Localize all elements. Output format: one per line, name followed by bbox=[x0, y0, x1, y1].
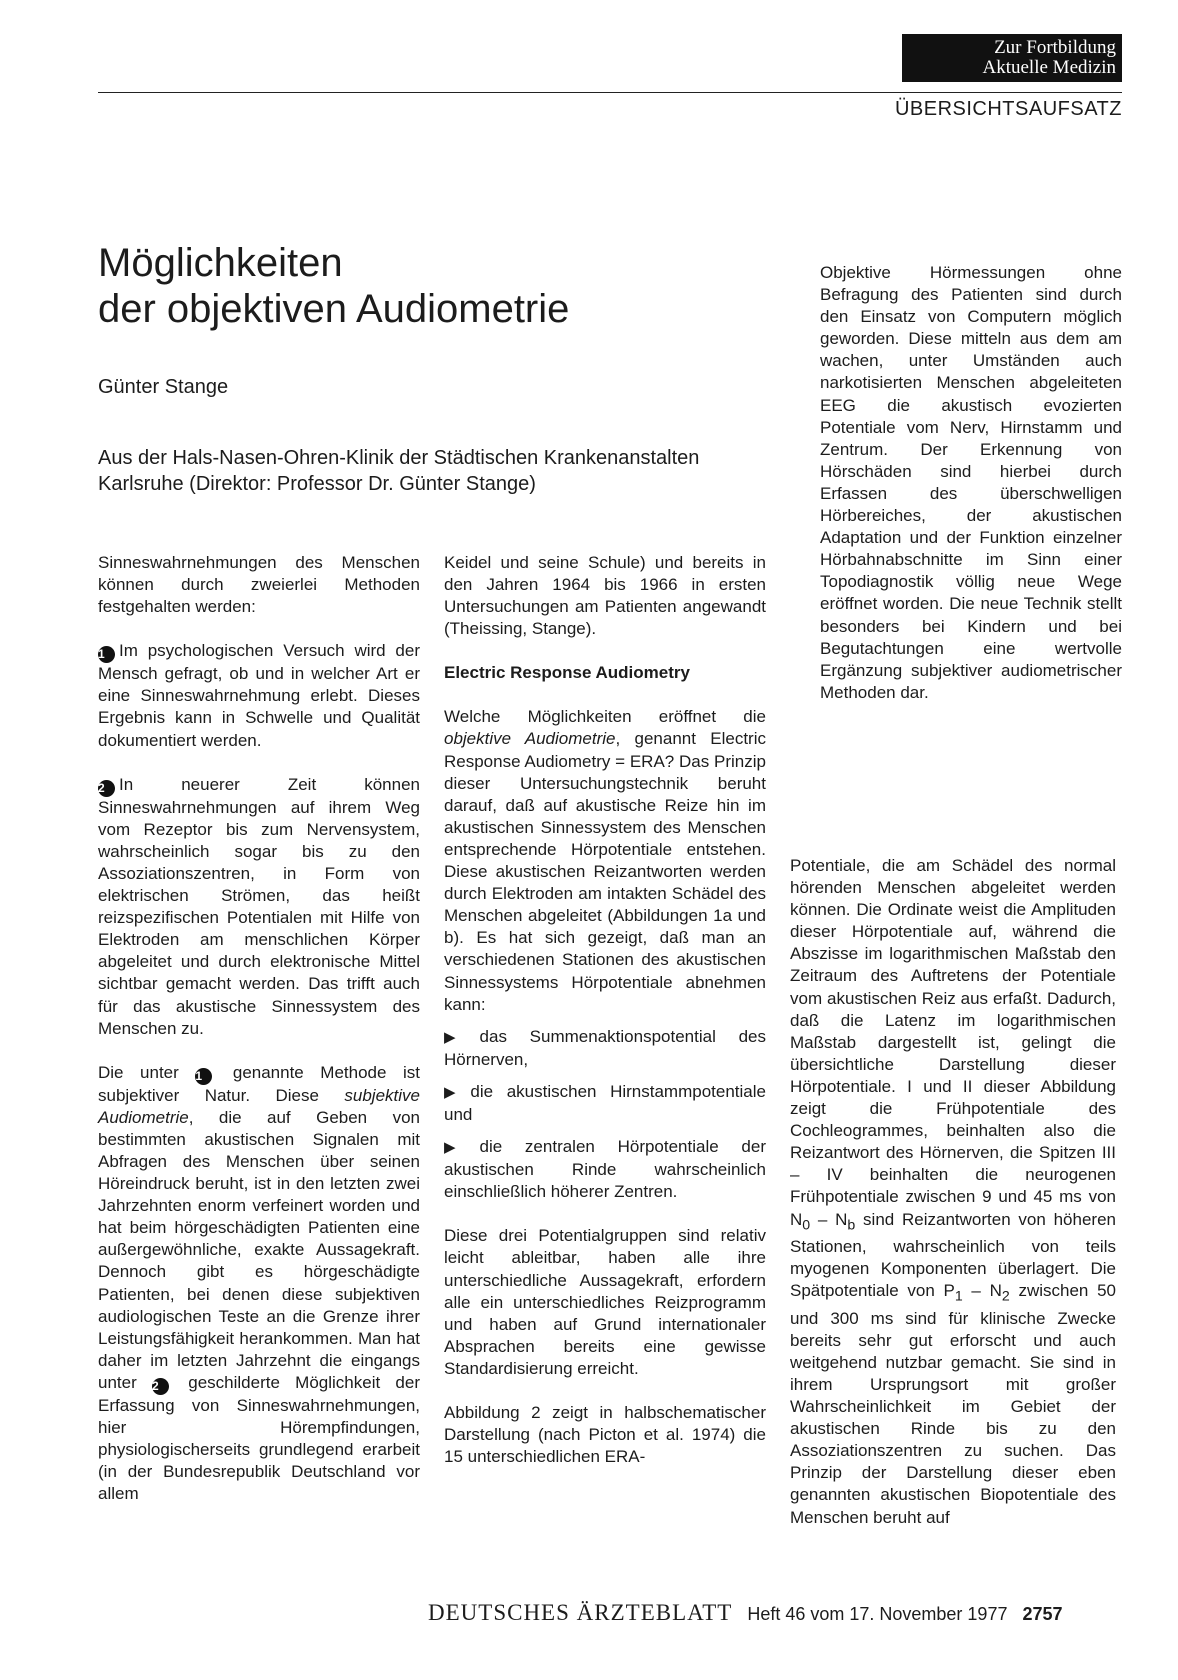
triangle-bullet-icon: ▶ bbox=[444, 1139, 474, 1157]
page-footer bbox=[428, 1600, 1122, 1626]
journal-name: DEUTSCHES ÄRZTEBLATT bbox=[428, 1600, 733, 1625]
subscript: 1 bbox=[954, 1288, 963, 1305]
subscript: b bbox=[847, 1216, 856, 1233]
affiliation bbox=[98, 445, 798, 497]
paragraph: Keidel und seine Schule) und bereits in den Jahren 1964 bis 1966 in ersten Untersuchungen am Patienten angewandt (Theissing, Stange). bbox=[444, 553, 766, 639]
paragraph bbox=[790, 855, 1116, 1529]
numbered-marker-icon: 1 bbox=[98, 646, 115, 663]
title-line-2: der objektiven Audiometrie bbox=[98, 287, 570, 331]
paragraph-text: Welche Möglichkeiten eröffnet die bbox=[444, 707, 766, 727]
paragraph: Abbildung 2 zeigt in halbschematischer Darstellung (nach Picton et al. 1974) die 15 unterschiedlichen ERA- bbox=[444, 1403, 766, 1467]
affiliation-line-1: Aus der Hals-Nasen-Ohren-Klinik der Städtischen Krankenanstalten bbox=[98, 447, 700, 469]
page-number: 2757 bbox=[1022, 1604, 1063, 1624]
list-item bbox=[444, 1136, 766, 1203]
paragraph-text: – N bbox=[962, 1281, 1002, 1301]
issue-info: Heft 46 vom 17. November 1977 bbox=[747, 1604, 1008, 1624]
list-item-text: die akustischen Hirnstammpotentiale und bbox=[444, 1081, 766, 1124]
paragraph: Sinneswahrnehmungen des Menschen können durch zweierlei Methoden festgehalten werden: bbox=[98, 553, 420, 617]
paragraph bbox=[98, 1062, 420, 1506]
paragraph bbox=[98, 640, 420, 751]
article-title bbox=[98, 240, 718, 332]
paragraph-text: zwischen 50 und 300 ms sind für klinische Zwecke bereits sehr gut erforscht und auch weitgehend nutzbar gemacht. Sie sind in ihrem Ursprungsort mit großer Wahrscheinlichkeit im Gebiet der akustischen Rinde bis zu den Assoziationszentren zu suchen. Das Prinzip der Darstellung dieser eben genannten akustischen Biopotentiale des Menschen beruht auf bbox=[790, 1281, 1116, 1527]
paragraph-text: genannte Methode ist subjektiver Natur. Diese bbox=[98, 1062, 420, 1105]
subscript: 0 bbox=[802, 1216, 811, 1233]
paragraph-text: Im psychologischen Versuch wird der Mensch gefragt, ob und in welcher Art er eine Sinneswahrnehmung erlebt. Dieses Ergebnis kann in Schwelle und Qualität dokumentiert werden. bbox=[98, 641, 420, 750]
paragraph-text: , die auf Geben von bestimmten akustischen Signalen mit Abfragen des Menschen über seinen Höreindruck beruht, ist in den letzten zwei Jahrzehnten enorm verfeinert worden und hat beim hörgeschädigten Patienten eine außergewöhnliche, exakte Aussagekraft. Dennoch gibt es hörgeschädigte Patienten, bei denen diese subjektiven audiologischen Teste an die Grenze ihrer Leistungsfähigkeit herankommen. Man hat daher im letzten Jahrzehnt die eingangs unter bbox=[98, 1107, 420, 1392]
paragraph bbox=[444, 706, 766, 1015]
badge-line-2: Aktuelle Medizin bbox=[982, 57, 1116, 78]
paragraph-text: geschilderte Möglichkeit der Erfassung von Sinneswahrnehmungen, hier Hörempfindungen, physiologischerseits grundlegend erarbeit (in der Bundesrepublik Deutschland vor allem bbox=[98, 1372, 420, 1504]
column-1 bbox=[98, 552, 420, 1505]
section-heading: Electric Response Audiometry bbox=[444, 663, 690, 683]
column-2 bbox=[444, 552, 766, 1468]
paragraph-text: Die unter bbox=[98, 1062, 179, 1082]
list-item bbox=[444, 1026, 766, 1071]
section-label: ÜBERSICHTSAUFSATZ bbox=[894, 98, 1122, 120]
abstract bbox=[820, 262, 1122, 704]
column-3 bbox=[790, 855, 1116, 1529]
paragraph-text: – N bbox=[810, 1209, 848, 1229]
paragraph: Diese drei Potentialgruppen sind relativ leicht ableitbar, haben alle ihre unterschiedliche Aussagekraft, erfordern alle ein unterschiedliches Reizprogramm und haben auf Grund internationaler Absprachen bereits eine gewisse Standardisierung erreicht. bbox=[444, 1226, 766, 1378]
list-item bbox=[444, 1081, 766, 1126]
author: Günter Stange bbox=[98, 376, 229, 398]
title-line-1: Möglichkeiten bbox=[98, 241, 343, 285]
paragraph bbox=[98, 774, 420, 1040]
list-item-text: die zentralen Hörpotentiale der akustischen Rinde wahrscheinlich einschließlich höherer Zentren. bbox=[444, 1137, 766, 1202]
emphasis: objektive Audiometrie bbox=[444, 729, 616, 749]
paragraph-text: Potentiale, die am Schädel des normal hörenden Menschen abgeleitet werden können. Die Ordinate weist die Amplituden dieser Hörpotentiale auf, während die Abszisse im logarithmischen Maßstab den Zeitraum des Auftretens der Potentiale vom akustischen Reiz aus erfaßt. Dadurch, daß die Latenz im logarithmischen Maßstab dargestellt ist, gelingt die übersichtliche Darstellung dieser Hörpotentiale. I und II dieser Abbildung zeigt die Frühpotentiale des Cochleogrammes, beinhalten also die Reizantwort des Hörnerven, die Spitzen III – IV beinhalten die neurogenen Frühpotentiale zwischen 9 und 45 ms von N bbox=[790, 856, 1116, 1229]
affiliation-line-2: Karlsruhe (Direktor: Professor Dr. Günter Stange) bbox=[98, 473, 536, 495]
emphasis: subjektive Audiometrie bbox=[98, 1085, 420, 1127]
triangle-bullet-icon: ▶ bbox=[444, 1028, 474, 1046]
list-item-text: das Summenaktionspotential des Hörnerven, bbox=[444, 1026, 766, 1069]
paragraph-text: sind Reizantworten von höheren Stationen, wahrscheinlich von teils myogenen Komponenten überlagert. Die Spätpotentiale von P bbox=[790, 1209, 1116, 1301]
paragraph-text: In neuerer Zeit können Sinneswahrnehmungen auf ihrem Weg vom Rezeptor bis zum Nervensystem, wahrscheinlich sogar bis zu den Assoziationszentren, in Form von elektrischen Strömen, das heißt reizspezifischen Potentialen mit Hilfe von Elektroden am menschlichen Körper abgeleitet und durch elektronische Mittel sichtbar gemacht werden. Das trifft auch für das akustische Sinnessystem des Menschen zu. bbox=[98, 774, 420, 1038]
subscript: 2 bbox=[1001, 1288, 1010, 1305]
numbered-marker-icon: 1 bbox=[195, 1068, 212, 1085]
numbered-marker-icon: 2 bbox=[152, 1378, 169, 1395]
triangle-bullet-icon: ▶ bbox=[444, 1083, 465, 1101]
badge-line-1: Zur Fortbildung bbox=[994, 37, 1116, 58]
numbered-marker-icon: 2 bbox=[98, 780, 115, 797]
abstract-text: Objektive Hörmessungen ohne Befragung des Patienten sind durch den Einsatz von Computern möglich geworden. Diese mitteln aus dem am wachen, unter Umständen auch narkotisierten Menschen abgeleiteten EEG die akustisch evozierten Potentiale vom Nerv, Hirnstamm und Zentrum. Der Erkennung von Hörschäden sind hierbei durch Erfassen des überschwelligen Hörbereiches, der akustischen Adaptation und der Funktion einzelner Hörbahnabschnitte im Sinn einer Topodiagnostik völlig neue Wege eröffnet worden. Die neue Technik stellt besonders bei Kindern und bei Begutachtungen eine wertvolle Ergänzung subjektiver audiometrischer Methoden dar. bbox=[820, 263, 1122, 702]
section-badge bbox=[902, 34, 1122, 82]
paragraph-text: , genannt Electric Response Audiometry = ERA? Das Prinzip dieser Untersuchungstechnik beruht darauf, daß auf akustische Reize hin im akustischen Sinnessystem des Menschen entsprechende Hörpotentiale entstehen. Diese akustischen Reizantworten werden durch Elektroden am intakten Schädel des Menschen abgeleitet (Abbildungen 1a und b). Es hat sich gezeigt, daß man an verschiedenen Stationen des akustischen Sinnessystems Hörpotentiale abnehmen kann: bbox=[444, 729, 766, 1014]
header-rule bbox=[98, 92, 1122, 93]
